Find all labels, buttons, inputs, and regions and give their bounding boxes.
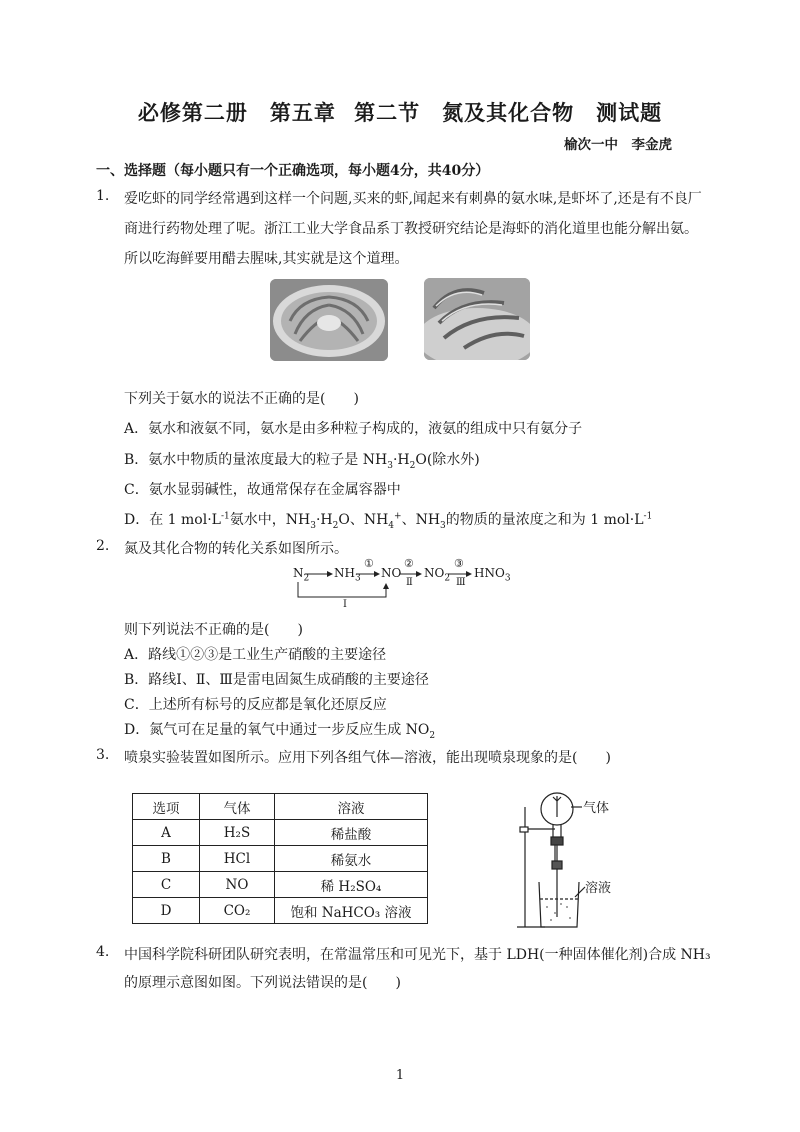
- author-line: 榆次一中 李金虎: [564, 137, 672, 153]
- diagram-label-3: ③: [454, 557, 464, 570]
- q1-line-1: 爱吃虾的同学经常遇到这样一个问题,买来的虾,闻起来有刺鼻的氨水味,是虾坏了,还是有不良厂: [124, 191, 702, 207]
- q2-option-d: D．氮气可在足量的氧气中通过一步反应生成 $NO_2$: [124, 722, 436, 741]
- q1-option-d: D．在 1 $mol\cdot L^{-1}$氨水中，$NH_3\cdot H_2O$、$NH_4^+$、$NH_3$的物质的量浓度之和为 1 $mol\cdot L^{-1}$: [124, 511, 653, 531]
- apparatus-solution-label: 溶液: [585, 881, 612, 896]
- table-cell: B: [133, 846, 200, 872]
- diagram-n2: $N_2$: [293, 566, 310, 584]
- page-title: 必修第二册 第五章 第二节 氮及其化合物 测试题: [137, 100, 663, 125]
- q2-number: 2.: [96, 538, 110, 554]
- q4-line-2: 的原理示意图如图。下列说法错误的是( ): [124, 975, 401, 991]
- diagram-route-2: Ⅱ: [406, 577, 413, 588]
- table-cell: D: [133, 898, 200, 924]
- table-cell: 饱和 NaHCO₃ 溶液: [275, 898, 428, 924]
- table-cell: CO₂: [200, 898, 275, 924]
- q2-question: 则下列说法不正确的是( ): [124, 622, 303, 638]
- q1-line-2: 商进行药物处理了呢。浙江工业大学食品系丁教授研究结论是海虾的消化道里也能分解出氨。: [124, 221, 698, 237]
- page-number: 1: [395, 1068, 405, 1083]
- q1-option-b-post: (除水外): [426, 452, 480, 468]
- table-row: [133, 872, 428, 898]
- q3-number: 3.: [96, 747, 110, 763]
- apparatus-gas-label: 气体: [583, 801, 610, 816]
- table-cell: 稀氨水: [275, 846, 428, 872]
- q4-line-1: 中国科学院科研团队研究表明，在常温常压和可见光下，基于 LDH(一种固体催化剂)合成 NH₃: [124, 947, 711, 963]
- diagram-nh3: $NH_3$: [334, 566, 361, 584]
- diagram-label-1: ①: [364, 557, 374, 570]
- diagram-no: NO: [381, 566, 402, 580]
- q1-option-d-mid: 氨水中，NH: [229, 512, 311, 528]
- q1-stem: 下列关于氨水的说法不正确的是( ): [124, 391, 359, 407]
- q1-line-3: 所以吃海鲜要用醋去腥味,其实就是这个道理。: [124, 251, 409, 267]
- diagram-hno3: $HNO_3$: [474, 566, 511, 584]
- table-cell: H₂S: [200, 820, 275, 846]
- q1-option-b-pre: B．氨水中物质的量浓度最大的粒子是 NH: [124, 452, 388, 468]
- q1-option-a: A．氨水和液氨不同，氨水是由多种粒子构成的，液氨的组成中只有氨分子: [124, 421, 583, 437]
- nitrogen-conversion-diagram: [290, 557, 520, 612]
- table-cell: HCl: [200, 846, 275, 872]
- section-title: 一、选择题（每小题只有一个正确选项，每小题4分，共40分）: [96, 163, 490, 179]
- q1-number: 1.: [96, 188, 110, 204]
- diagram-route-3: Ⅲ: [456, 577, 466, 588]
- q1-option-c: C．氨水显弱碱性，故通常保存在金属容器中: [124, 482, 401, 498]
- table-cell: 稀盐酸: [275, 820, 428, 846]
- q2-stem: 氮及其化合物的转化关系如图所示。: [124, 541, 348, 557]
- fountain-apparatus-diagram: [515, 787, 655, 932]
- shrimp-photo-left: [270, 279, 388, 361]
- table-header: 气体: [200, 794, 275, 820]
- q4-number: 4.: [96, 944, 110, 960]
- shrimp-photo-right: [424, 278, 530, 360]
- q1-option-d-pre: D．在 1 mol·L: [124, 512, 221, 528]
- table-cell: A: [133, 820, 200, 846]
- table-header: 选项: [133, 794, 200, 820]
- diagram-arrows: [290, 560, 520, 612]
- table-cell: 稀 H₂SO₄: [275, 872, 428, 898]
- table-cell: NO: [200, 872, 275, 898]
- table-row: [133, 820, 428, 846]
- table-header: 溶液: [275, 794, 428, 820]
- diagram-no2: $NO_2$: [424, 566, 451, 584]
- q3-stem: 喷泉实验装置如图所示。应用下列各组气体—溶液，能出现喷泉现象的是( ): [124, 750, 611, 766]
- table-row: [133, 846, 428, 872]
- q1-option-d-end: 的物质的量浓度之和为 1 mol·L: [445, 512, 644, 528]
- diagram-route-1: Ⅰ: [343, 599, 347, 610]
- q1-option-b: B．氨水中物质的量浓度最大的粒子是 $NH_3\cdot H_2O$(除水外): [124, 452, 480, 471]
- q2-option-c: C．上述所有标号的反应都是氧化还原反应: [124, 697, 387, 713]
- q2-option-a: A．路线①②③是工业生产硝酸的主要途径: [124, 647, 387, 663]
- table-header-row: [133, 794, 428, 820]
- q2-option-d-pre: D．氮气可在足量的氧气中通过一步反应生成 NO: [124, 722, 430, 738]
- table-row: [133, 898, 428, 924]
- q2-option-b: B．路线Ⅰ、Ⅱ、Ⅲ是雷电固氮生成硝酸的主要途径: [124, 672, 429, 688]
- table-cell: C: [133, 872, 200, 898]
- diagram-label-2: ②: [404, 557, 414, 570]
- gas-solution-table: [132, 793, 428, 924]
